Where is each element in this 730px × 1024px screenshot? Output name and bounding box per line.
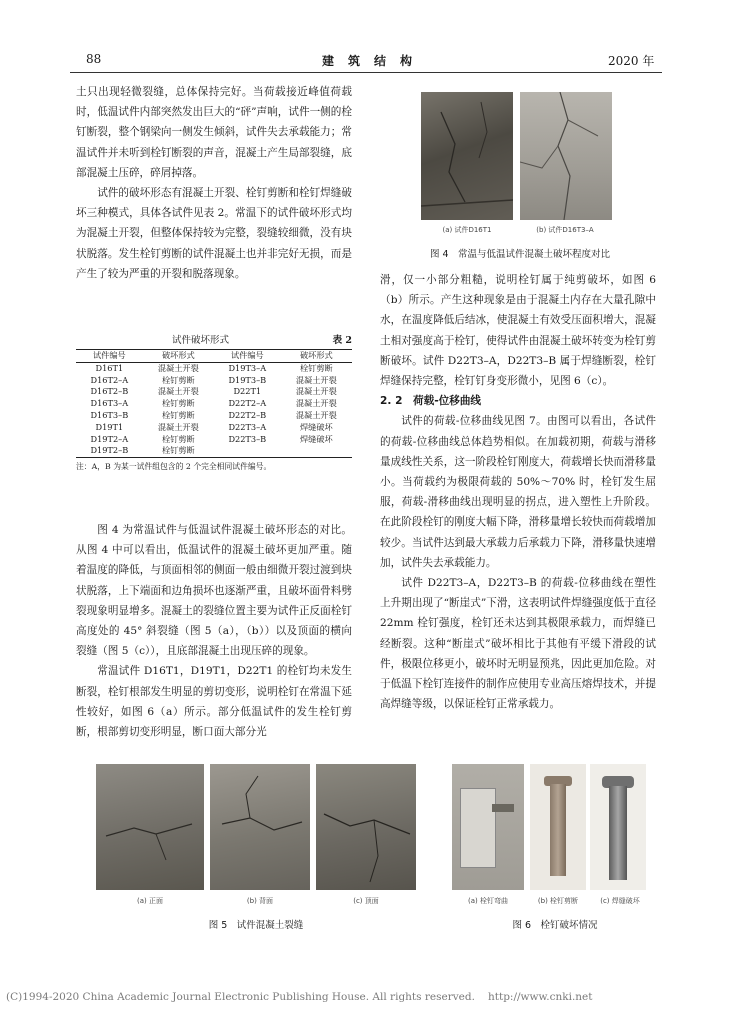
section-heading: 2. 2 荷载-位移曲线 (380, 395, 482, 408)
paragraph: 常温试件 D16T1，D19T1，D22T1 的栓钉均未发生断裂，栓钉根部发生明显的剪切变形，说明栓钉在常温下延性较好，如图 6（a）所示。部分低温试件的发生栓钉剪断，根部剪切变形明显，断口面大部分光 (76, 665, 352, 739)
table-cell: 混凝土开裂 (295, 409, 337, 420)
left-column-bottom (76, 520, 352, 742)
table-cell: 栓钉剪断 (161, 398, 195, 409)
column-header: 试件编号 (230, 350, 264, 360)
table-row (76, 375, 352, 387)
concrete-crack-icon (421, 92, 513, 220)
table-cell: 栓钉剪断 (299, 362, 333, 373)
figure-5c-photo (316, 764, 416, 890)
stud-icon (492, 804, 514, 812)
header-rule (70, 72, 662, 73)
left-column-top (76, 82, 352, 284)
paragraph: 土只出现轻微裂缝，总体保持完好。当荷载接近峰值荷载时，低温试件内部突然发出巨大的“砰”声响，试件一侧的栓钉断裂，整个钢梁向一侧发生倾斜，试件失去承载能力；常温试件并未听到栓钉断裂的声音，混凝土产生局部裂缝，底部混凝土压碎，碎屑掉落。 (76, 86, 352, 179)
figure-6-caption: 图 6 栓钉破坏情况 (512, 920, 598, 931)
journal-title: 建 筑 结 构 (322, 54, 414, 68)
table-cell: D19T2–B (90, 445, 129, 456)
right-column (380, 270, 656, 714)
figure-5a-photo (96, 764, 204, 890)
table-cell: 栓钉剪断 (161, 374, 195, 385)
figure-5b-photo (210, 764, 310, 890)
table-cell: 栓钉剪断 (161, 433, 195, 444)
table-cell: 混凝土开裂 (295, 398, 337, 409)
column-header: 破坏形式 (299, 350, 333, 360)
paragraph: 试件 D22T3–A，D22T3–B 的荷载-位移曲线在塑性上升期出现了“断崖式”下滑，这表明试件焊缝强度低于直径 22mm 栓钉强度，栓钉还未达到其极限承载力，而焊缝已经断裂。这种“断崖式”破坏相比于其他有平缓下滑段的试件，极限位移更小，破坏时无明显预兆，因此更加危险。对于低温下栓钉连接件的制作应使用专业高压熔焊技术，并提高焊缝等级，以保证栓钉正常承载力。 (380, 577, 656, 711)
table-cell: 混凝土开裂 (157, 362, 199, 373)
table-row (76, 445, 352, 457)
concrete-crack-icon (210, 764, 310, 890)
table-cell: 混凝土开裂 (295, 374, 337, 385)
stud-shank-icon (609, 786, 627, 880)
page-number: 88 (86, 52, 102, 66)
paragraph: 试件的荷载-位移曲线见图 7。由图可以看出，各试件的荷载-位移曲线总体趋势相似。在加载初期，荷载与滑移量成线性关系，这一阶段栓钉刚度大，荷载增长快而滑移量小。当荷载约为极限荷载的 50%～70% 时，栓钉发生屈服，荷载-滑移曲线出现明显的拐点，进入塑性上升阶段。在此阶段栓钉的刚度大幅下降，滑移量增长较快而荷载增加较少。当试件达到最大承载力后承载力下降，滑移量快速增加，试件失去承载能力。 (380, 415, 656, 569)
table-cell: D19T2–A (90, 433, 129, 444)
table-cell (281, 445, 352, 457)
table-cell (214, 445, 281, 457)
table-cell: 栓钉剪断 (161, 409, 195, 420)
table-cell: D16T2–B (90, 386, 129, 397)
table-cell: D16T1 (95, 362, 124, 373)
table-note: 注：A，B 为某一试件组包含的 2 个完全相同试件编号。 (76, 462, 272, 472)
table-cell: D22T1 (233, 386, 262, 397)
figure-6a-photo (452, 764, 524, 890)
figure-5a-subcaption: (a) 正面 (137, 897, 163, 905)
table-row (76, 422, 352, 434)
figure-6b-photo (530, 764, 586, 890)
table-header-row (76, 350, 352, 363)
table-cell: 焊缝破坏 (299, 421, 333, 432)
table-cell: D19T1 (95, 421, 124, 432)
table-cell: 栓钉剪断 (161, 445, 195, 456)
figure-5c-subcaption: (c) 顶面 (353, 897, 379, 905)
column-header: 破坏形式 (161, 350, 195, 360)
figure-6c-photo (590, 764, 646, 890)
concrete-crack-icon (96, 764, 204, 890)
paragraph: 图 4 为常温试件与低温试件混凝土破坏形态的对比。从图 4 中可以看出，低温试件的混凝土破坏更加严重。随着温度的降低，与顶面相邻的侧面一般由细微开裂过渡到块状脱落，上下端面和边角损坏也逐渐严重，且破坏面骨料劈裂现象明显增多。混凝土的裂缝位置主要为试件正反面栓钉高度处的 45° 斜裂缝（图 5（a），（b））以及顶面的横向裂缝（图 5（c）），且底部混凝土出现压碎的现象。 (76, 524, 352, 658)
paragraph: 试件的破坏形态有混凝土开裂、栓钉剪断和栓钉焊缝破坏三种模式，具体各试件见表 2。常温下的试件破坏形式均为混凝土开裂，但整体保持较为完整，裂缝较细微，没有块状脱落。发生栓钉剪断的试件混凝土也并非完好无损，而是产生了较为严重的开裂和脱落现象。 (76, 187, 352, 280)
figure-6a-subcaption: (a) 栓钉弯曲 (468, 897, 508, 905)
table-cell: 混凝土开裂 (157, 386, 199, 397)
steel-plate-icon (460, 788, 496, 868)
figure-4a-photo (421, 92, 513, 220)
table-cell: D22T3–B (228, 433, 267, 444)
footer-url[interactable]: http://www.cnki.net (488, 991, 593, 1003)
failure-mode-table (76, 349, 352, 458)
figure-4-caption: 图 4 常温与低温试件混凝土破坏程度对比 (429, 249, 611, 260)
table-cell: D19T3–A (228, 362, 267, 373)
column-header: 试件编号 (92, 350, 126, 360)
table-row (76, 386, 352, 398)
figure-4a-subcaption: (a) 试件D16T1 (442, 226, 492, 234)
table-cell: D19T3–B (228, 374, 267, 385)
concrete-crack-icon (520, 92, 612, 220)
table-row (76, 398, 352, 410)
table-cell: 焊缝破坏 (299, 433, 333, 444)
table-cell: D16T2–A (90, 374, 129, 385)
footer-copyright: (C)1994-2020 China Academic Journal Electronic Publishing House. All rights reserved. (6, 991, 475, 1003)
table-cell: D22T2–A (228, 398, 267, 409)
figure-5b-subcaption: (b) 背面 (246, 897, 274, 905)
table-title: 试件破坏形式 (172, 335, 230, 346)
figure-4b-subcaption: (b) 试件D16T3–A (536, 226, 594, 234)
concrete-crack-icon (316, 764, 416, 890)
table-row (76, 410, 352, 422)
table-2 (76, 332, 352, 472)
table-cell: 混凝土开裂 (157, 421, 199, 432)
table-cell: D16T3–A (90, 398, 129, 409)
table-cell: D16T3–B (90, 409, 129, 420)
journal-year: 2020 年 (608, 54, 655, 68)
table-row (76, 362, 352, 374)
table-row (76, 434, 352, 446)
stud-shank-icon (550, 784, 566, 876)
figure-5-caption: 图 5 试件混凝土裂缝 (208, 920, 304, 931)
figure-6c-subcaption: (c) 焊缝破坏 (600, 897, 640, 905)
figure-6b-subcaption: (b) 栓钉剪断 (537, 897, 579, 905)
table-cell: D22T2–B (228, 409, 267, 420)
table-cell: 混凝土开裂 (295, 386, 337, 397)
table-label: 表 2 (332, 335, 352, 346)
paragraph: 滑，仅一小部分粗糙，说明栓钉属于纯剪破坏，如图 6（b）所示。产生这种现象是由于混凝土内存在大量孔隙中水，在温度降低后结冰，使混凝土有效受压面积增大，混凝土相对强度高于栓钉，使得试件由混凝土破坏转变为栓钉剪断破坏。试件 D22T3–A，D22T3–B 属于焊缝断裂，栓钉焊缝保持完整，栓钉钉身变形微小，见图 6（c）。 (380, 274, 656, 388)
table-cell: D22T3–A (228, 421, 267, 432)
figure-4b-photo (520, 92, 612, 220)
